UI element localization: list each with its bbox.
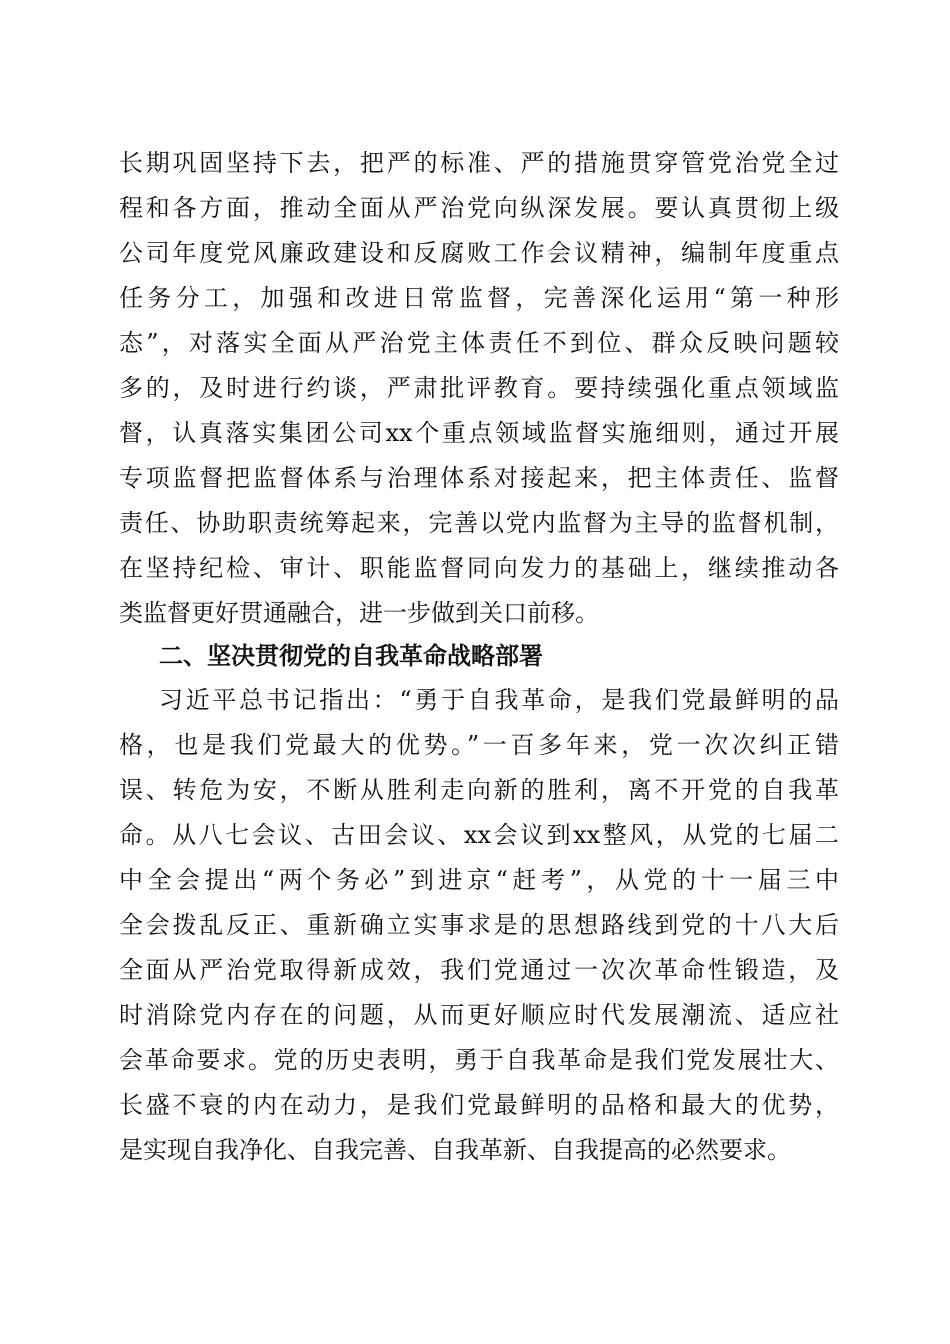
paragraph-2-line-6: 全会拨乱反正、重新确立实事求是的思想路线到党的十八大后 — [119, 911, 839, 939]
paragraph-2-line-7: 全面从严治党取得新成效，我们党通过一次次革命性锻造，及 — [119, 956, 839, 984]
paragraph-1-line-2: 程和各方面，推动全面从严治党向纵深发展。要认真贯彻上级 — [119, 194, 839, 222]
paragraph-2-line-8: 时消除党内存在的问题，从而更好顺应时代发展潮流、适应社 — [119, 1001, 839, 1029]
paragraph-1-line-11: 类监督更好贯通融合，进一步做到关口前移。 — [119, 599, 599, 627]
paragraph-2-line-2: 格，也是我们党最大的优势。”一百多年来，党一次次纠正错 — [119, 731, 839, 759]
paragraph-1-line-9: 责任、协助职责统筹起来，完善以党内监督为主导的监督机制， — [119, 509, 839, 537]
paragraph-1-line-4: 任务分工，加强和改进日常监督，完善深化运用“第一种形 — [119, 284, 839, 312]
paragraph-1-line-8: 专项监督把监督体系与治理体系对接起来，把主体责任、监督 — [119, 464, 839, 492]
paragraph-2-line-10: 长盛不衰的内在动力，是我们党最鲜明的品格和最大的优势， — [119, 1091, 839, 1119]
paragraph-1-line-5: 态”，对落实全面从严治党主体责任不到位、群众反映问题较 — [119, 329, 839, 357]
paragraph-1-line-10: 在坚持纪检、审计、职能监督同向发力的基础上，继续推动各 — [119, 554, 839, 582]
paragraph-1-line-3: 公司年度党风廉政建设和反腐败工作会议精神，编制年度重点 — [119, 239, 839, 267]
paragraph-2-line-11: 是实现自我净化、自我完善、自我革新、自我提高的必然要求。 — [119, 1136, 791, 1164]
paragraph-1-line-1: 长期巩固坚持下去，把严的标准、严的措施贯穿管党治党全过 — [119, 149, 839, 177]
paragraph-2-line-1: 习近平总书记指出：“勇于自我革命，是我们党最鲜明的品 — [159, 686, 839, 714]
paragraph-2-line-4: 命。从八七会议、古田会议、xx会议到xx整风，从党的七届二 — [119, 821, 839, 849]
paragraph-2-line-5: 中全会提出“两个务必”到进京“赶考”，从党的十一届三中 — [119, 866, 839, 894]
paragraph-2-line-3: 误、转危为安，不断从胜利走向新的胜利，离不开党的自我革 — [119, 776, 839, 804]
paragraph-1-line-6: 多的，及时进行约谈，严肃批评教育。要持续强化重点领域监 — [119, 374, 839, 402]
paragraph-1-line-7: 督，认真落实集团公司xx个重点领域监督实施细则，通过开展 — [119, 419, 839, 447]
paragraph-2-line-9: 会革命要求。党的历史表明，勇于自我革命是我们党发展壮大、 — [119, 1046, 839, 1074]
section-heading-2: 二、坚决贯彻党的自我革命战略部署 — [159, 642, 543, 670]
